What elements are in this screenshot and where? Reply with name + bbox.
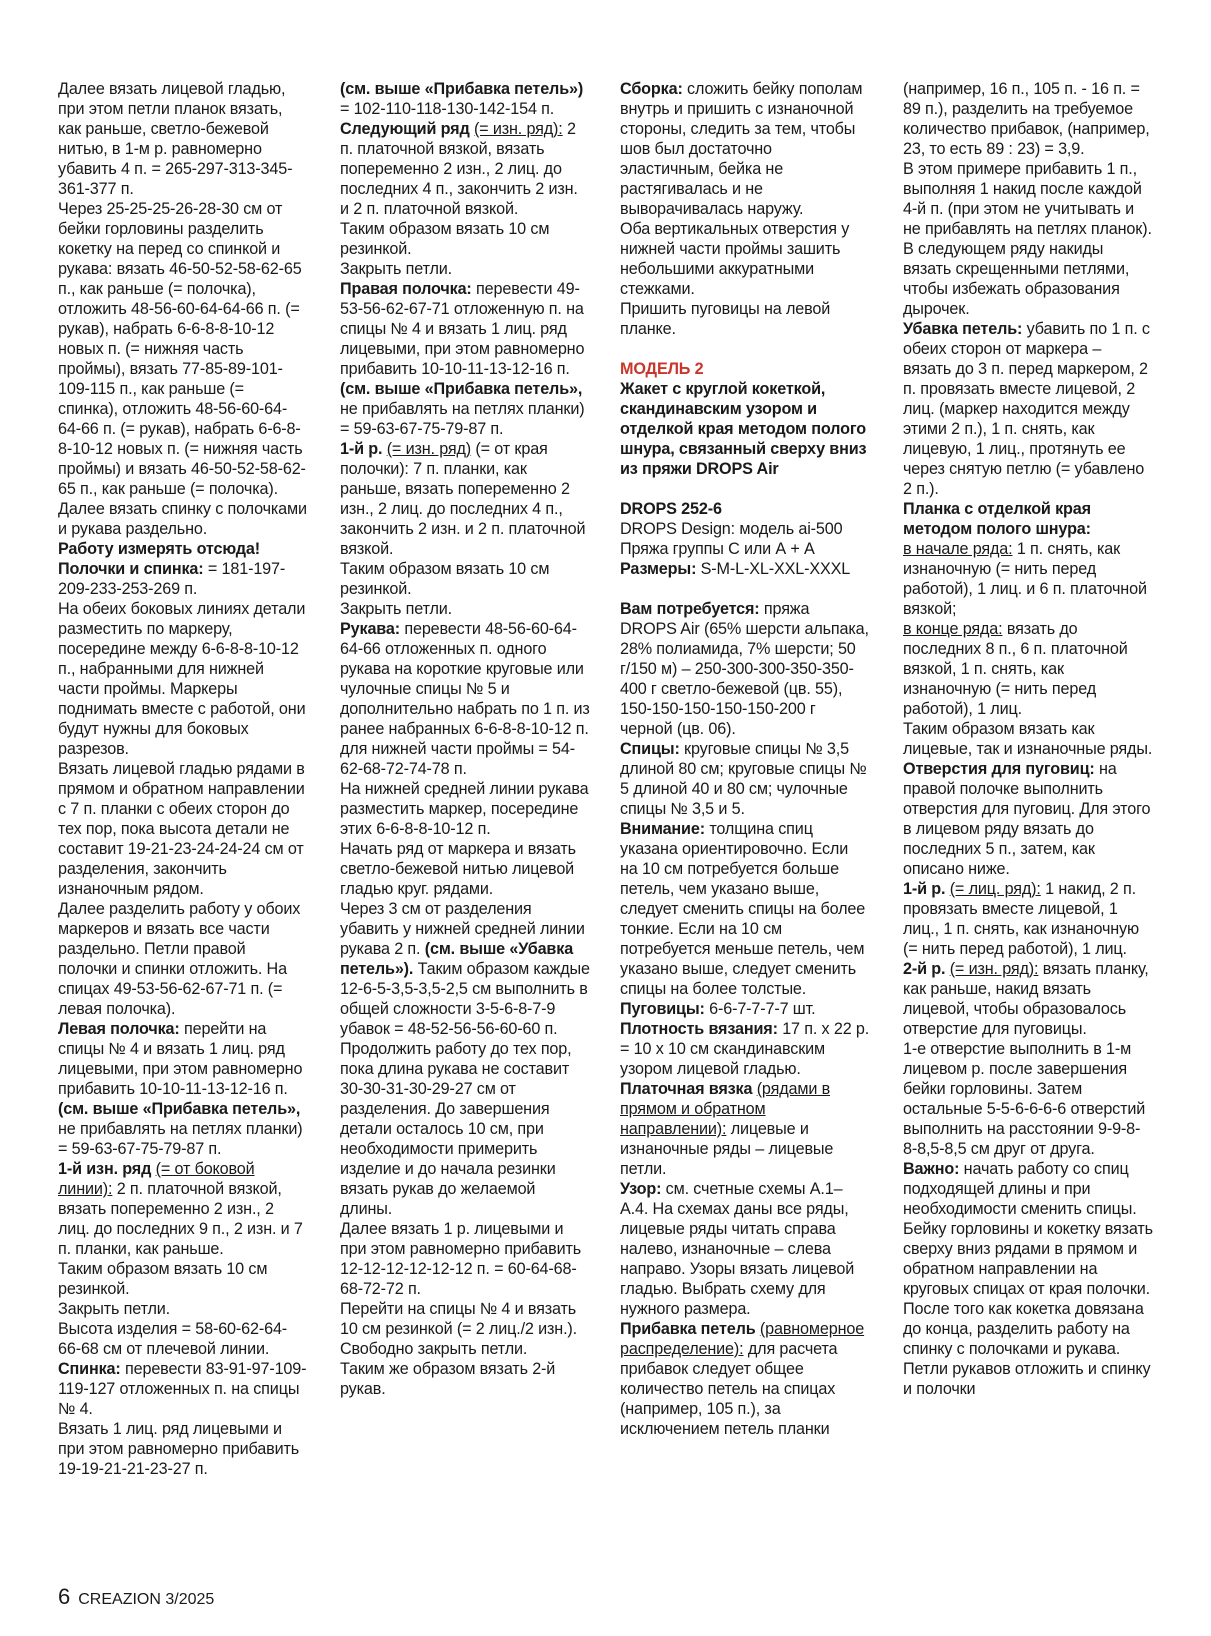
paragraph: Вязать лицевой гладью рядами в прямом и обратном направлении с 7 п. планки с обеих сторон до тех пор, пока высота детали не составит 19-21-23-24-24-24 см от разделения, закончить изнаночным рядом. (58, 760, 305, 898)
paragraph: Внимание: толщина спиц указана ориентировочно. Если на 10 см потребуется больше петель, чем указано выше, следует сменить спицы на более тонкие. Если на 10 см потребуется меньше петель, чем указано выше, следует сменить спицы на более толстые. (620, 820, 866, 998)
paragraph: Далее разделить работу у обоих маркеров и вязать все части раздельно. Петли правой полочки и спинки отложить. На спицах 49-53-56-62-67-71 п. (= левая полочка). (58, 900, 301, 1018)
paragraph: 1-й р. (= лиц. ряд): 1 накид, 2 п. провязать вместе лицевой, 1 лиц., 1 п. снять, как изнаночную (= нить перед работой), 1 лиц. (903, 880, 1139, 958)
paragraph: На нижней средней линии рукава разместить маркер, посередине этих 6-6-8-8-10-12 п. (340, 780, 589, 838)
design-line: DROPS Design: модель ai-500 (620, 520, 843, 538)
paragraph: Полочки и спинка: = 181-197-209-233-253-269 п. (58, 560, 286, 598)
paragraph: Через 25-25-25-26-28-30 см от бейки горловины разделить кокетку на перед со спинкой и рукава: вязать 46-50-52-58-62-65 п., как раньше (= полочка), отложить 48-56-60-64-64-66 п. (= рукав), набрать 6-6-8-8-10-12 новых п. (= нижняя часть проймы), вязать 77-85-89-101-109-115 п., как раньше (= спинка), отложить 48-56-60-64-64-66 п. (= рукав), набрать 6-6-8-8-10-12 новых п. (= нижняя часть проймы) и вязать 46-50-52-58-62-65 п., как раньше (= полочка). (58, 200, 306, 498)
paragraph: В следующем ряду накиды вязать скрещенными петлями, чтобы избежать образования дырочек. (903, 240, 1130, 318)
page-number: 6 (58, 1584, 71, 1609)
model-title: Жакет с круглой кокеткой, скандинавским узором и отделкой края методом полого шнура, связанный сверху вниз из пряжи DROPS Air (620, 380, 867, 478)
issue-label: CREAZION 3/2025 (78, 1591, 215, 1608)
paragraph: Таким образом вязать 10 см резинкой. (58, 1260, 268, 1298)
paragraph: 1-й изн. ряд (= от боковой линии): 2 п. платочной вязкой, вязать попеременно 2 изн., 2 лиц. до последних 9 п., 2 изн. и 7 п. планки, как раньше. (58, 1160, 303, 1258)
paragraph: Убавка петель: убавить по 1 п. с обеих сторон от маркера – вязать до 3 п. перед маркером, 2 п. провязать вместе лицевой, 2 лиц. (маркер находится между этими 2 п.), 1 п. снять, как лицевую, 1 лиц., протянуть ее через снятую петлю (= убавлено 2 п.). (903, 320, 1150, 498)
paragraph: Вам потребуется: пряжа DROPS Air (65% шерсти альпака, 28% полиамида, 7% шерсти; 50 г/150 м) – 250-300-300-350-350-400 г светло-бежевой (цв. 55), 150-150-150-150-150-200 г черной (цв. 06). (620, 600, 869, 738)
paragraph: Прибавка петель (равномерное распределение): для расчета прибавок следует общее количество петель на спицах (например, 105 п.), за исключением петель планки (620, 1320, 865, 1438)
paragraph: Платочная вязка (рядами в прямом и обратном направлении): лицевые и изнаночные ряды – лицевые петли. (620, 1080, 834, 1178)
paragraph: 1-е отверстие выполнить в 1-м лицевом р. после завершения бейки горловины. Затем остальные 5-5-6-6-6-6 отверстий выполнить на расстоянии 9-9-8-8-8,5-8,5 см друг от друга. (903, 1040, 1146, 1158)
paragraph: Закрыть петли. (340, 260, 453, 278)
column-2 (340, 79, 590, 1399)
column-4 (903, 79, 1153, 1399)
paragraph: Плотность вязания: 17 п. x 22 р. = 10 x 10 см скандинавским узором лицевой гладью. (620, 1020, 870, 1078)
paragraph: Далее вязать лицевой гладью, при этом петли планок вязать, как раньше, светло-бежевой нитью, в 1-м р. равномерно убавить 4 п. = 265-297-313-345-361-377 п. (58, 80, 293, 198)
paragraph: Вязать 1 лиц. ряд лицевыми и при этом равномерно прибавить 19-19-21-21-23-27 п. (58, 1420, 300, 1478)
yarn-group: Пряжа группы С или А + А (620, 540, 815, 558)
paragraph: Далее вязать 1 р. лицевыми и при этом равномерно прибавить 12-12-12-12-12-12 п. = 60-64-68-68-72-72 п. (340, 1220, 582, 1298)
paragraph: Работу измерять отсюда! (58, 540, 260, 558)
paragraph: в начале ряда: 1 п. снять, как изнаночную (= нить перед работой), 1 лиц. и 6 п. платочной вязкой; (903, 540, 1147, 618)
paragraph: Отверстия для пуговиц: на правой полочке выполнить отверстия для пуговиц. Для этого в лицевом ряду вязать до последних 5 п., затем, как описано ниже. (903, 760, 1151, 878)
paragraph: Планка с отделкой края методом полого шнура: (903, 500, 1091, 538)
column-1 (58, 79, 308, 1479)
paragraph: (см. выше «Прибавка петель») = 102-110-118-130-142-154 п. (340, 80, 584, 118)
paragraph: 1-й р. (= изн. ряд) (= от края полочки): 7 п. планки, как раньше, вязать попеременно 2 изн., 2 лиц. до последних 4 п., закончить 2 изн. и 2 п. платочной вязкой. (340, 440, 586, 558)
paragraph: Рукава: перевести 48-56-60-64-64-66 отложенных п. одного рукава на короткие круговые или чулочные спицы № 5 и дополнительно набрать по 1 п. из ранее набранных 6-6-8-8-10-12 п. для нижней части проймы = 54-62-68-72-74-78 п. (340, 620, 590, 778)
paragraph: Закрыть петли. (340, 600, 453, 618)
paragraph: Таким образом вязать как лицевые, так и изнаночные ряды. (903, 720, 1153, 758)
paragraph: Продолжить работу до тех пор, пока длина рукава не составит 30-30-31-30-29-27 см от разделения. До завершения детали осталось 10 см, при необходимости примерить изделие и до начала резинки вязать рукав до желаемой длины. (340, 1040, 572, 1218)
paragraph: Таким образом вязать 10 см резинкой. (340, 560, 550, 598)
paragraph: После того как кокетка довязана до конца, разделить работу на спинку с полочками и рукава. Петли рукавов отложить и спинку и полочки (903, 1300, 1151, 1398)
paragraph: Оба вертикальных отверстия у нижней части проймы зашить небольшими аккуратными стежками. (620, 220, 850, 298)
paragraph: Спинка: перевести 83-91-97-109-119-127 отложенных п. на спицы № 4. (58, 1360, 307, 1418)
paragraph: Закрыть петли. (58, 1300, 171, 1318)
paragraph: Спицы: круговые спицы № 3,5 длиной 80 см; круговые спицы № 5 длиной 40 и 80 см; чулочные спицы № 3,5 и 5. (620, 740, 867, 818)
paragraph: Перейти на спицы № 4 и вязать 10 см резинкой (= 2 лиц./2 изн.). (340, 1300, 578, 1338)
paragraph: Правая полочка: перевести 49-53-56-62-67-71 отложенную п. на спицы № 4 и вязать 1 лиц. ряд лицевыми, при этом равномерно прибавить 10-10-11-13-12-16 п. (см. выше «Прибавка петель», не прибавлять на петлях планки) = 59-63-67-75-79-87 п. (340, 280, 585, 438)
paragraph: Бейку горловины и кокетку вязать сверху вниз рядами в прямом и обратном направлении на круговых спицах от края полочки. (903, 1220, 1153, 1298)
paragraph: 2-й р. (= изн. ряд): вязать планку, как раньше, накид вязать лицевой, чтобы образовалось отверстие для пуговицы. (903, 960, 1149, 1038)
paragraph: Начать ряд от маркера и вязать светло-бежевой нитью лицевой гладью круг. рядами. (340, 840, 576, 898)
paragraph: Пришить пуговицы на левой планке. (620, 300, 831, 338)
paragraph: Важно: начать работу со спиц подходящей длины и при необходимости сменить спицы. (903, 1160, 1137, 1218)
paragraph: Узор: см. счетные схемы А.1–А.4. На схемах даны все ряды, лицевые ряды читать справа налево, изнаночные – слева направо. Узоры вязать лицевой гладью. Выбрать схему для нужного размера. (620, 1180, 855, 1318)
column-3 (620, 79, 870, 1439)
paragraph: Таким образом вязать 10 см резинкой. (340, 220, 550, 258)
paragraph: Через 3 см от разделения убавить у нижней средней линии рукава 2 п. (см. выше «Убавка петель»). Таким образом каждые 12-6-5-3,5-3,5-2,5 см выполнить в общей сложности 3-5-6-8-7-9 убавок = 48-52-56-56-60-60 п. (340, 900, 590, 1038)
model-label: МОДЕЛЬ 2 (620, 360, 704, 378)
paragraph: (например, 16 п., 105 п. - 16 п. = 89 п.), разделить на требуемое количество прибавок, (например, 23, то есть 89 : 23) = 3,9. (903, 80, 1150, 158)
page-footer (58, 1585, 214, 1612)
paragraph: На обеих боковых линиях детали разместить по маркеру, посередине между 6-6-8-8-10-12 п., набранными для нижней части проймы. Маркеры поднимать вместе с работой, они будут нужны для боковых разрезов. (58, 600, 306, 758)
paragraph: Пуговицы: 6-6-7-7-7-7 шт. (620, 1000, 816, 1018)
paragraph: Левая полочка: перейти на спицы № 4 и вязать 1 лиц. ряд лицевыми, при этом равномерно прибавить 10-10-11-13-12-16 п. (см. выше «Прибавка петель», не прибавлять на петлях планки) = 59-63-67-75-79-87 п. (58, 1020, 303, 1158)
paragraph: Следующий ряд (= изн. ряд): 2 п. платочной вязкой, вязать попеременно 2 изн., 2 лиц. до последних 4 п., закончить 2 изн. и 2 п. платочной вязкой. (340, 120, 578, 218)
paragraph: Свободно закрыть петли. (340, 1340, 528, 1358)
paragraph: Далее вязать спинку с полочками и рукава раздельно. (58, 500, 307, 538)
paragraph: Сборка: сложить бейку пополам внутрь и пришить с изнаночной стороны, следить за тем, чтобы шов был достаточно эластичным, бейка не растягивалась и не выворачивалась наружу. (620, 80, 863, 218)
sizes-line: Размеры: S-M-L-XL-XXL-XXXL (620, 560, 851, 578)
paragraph: В этом примере прибавить 1 п., выполняя 1 накид после каждой 4-й п. (при этом не учитывать и не прибавлять на петлях планок). (903, 160, 1152, 238)
paragraph: в конце ряда: вязать до последних 8 п., 6 п. платочной вязкой, 1 п. снять, как изнаночную (= нить перед работой), 1 лиц. (903, 620, 1128, 718)
pattern-code: DROPS 252-6 (620, 500, 722, 518)
paragraph: Таким же образом вязать 2-й рукав. (340, 1360, 556, 1398)
paragraph: Высота изделия = 58-60-62-64-66-68 см от плечевой линии. (58, 1320, 288, 1358)
